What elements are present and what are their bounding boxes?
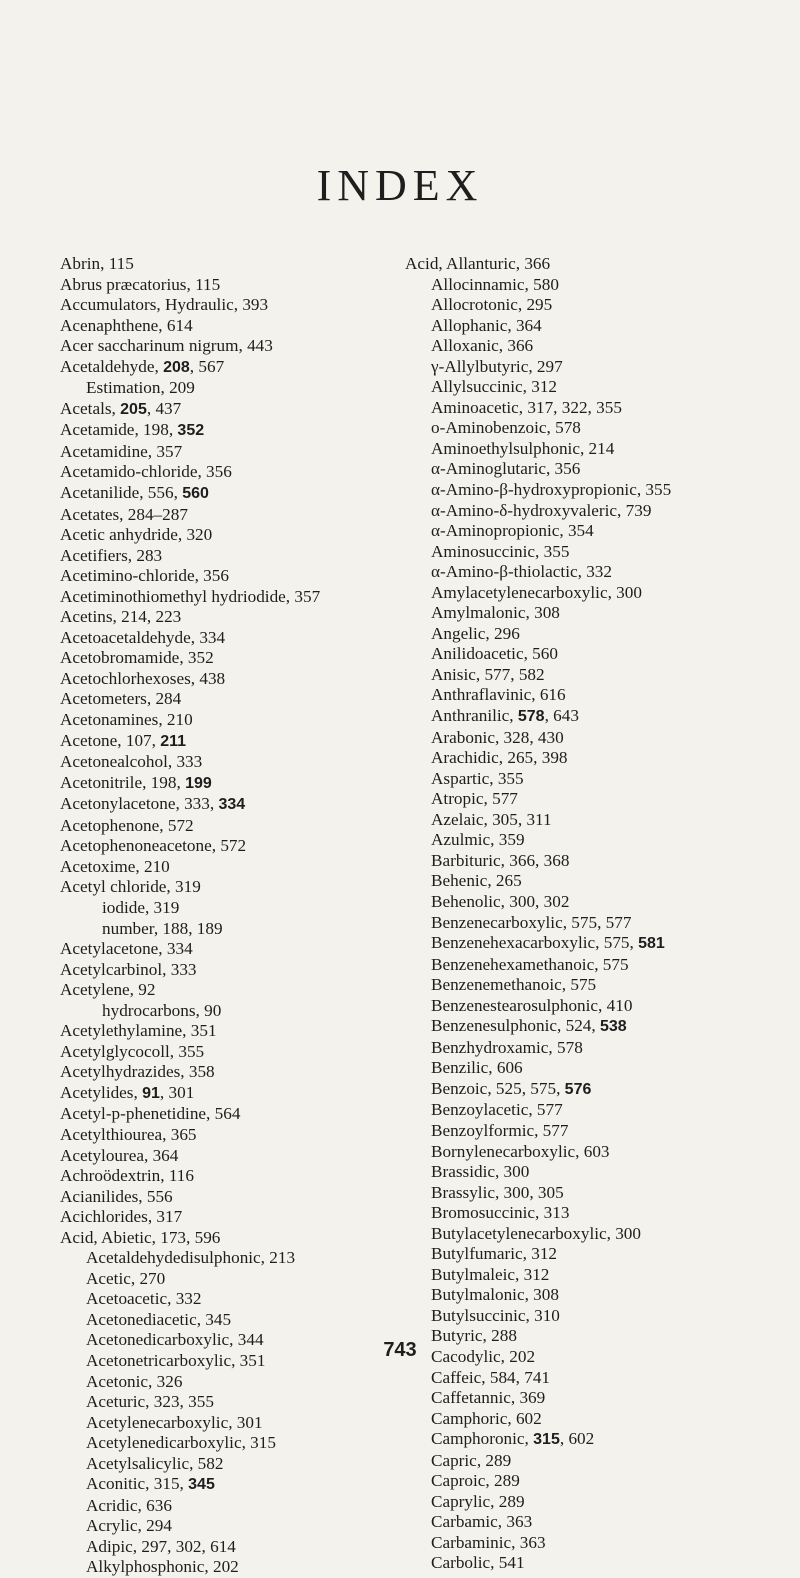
index-entry: [60, 378, 400, 399]
index-entry: [405, 892, 795, 913]
index-entry: [60, 1248, 400, 1269]
index-entry-text: Acetonamines, 210: [60, 710, 193, 730]
index-entry-text: Behenic, 265: [431, 871, 522, 891]
index-entry-bold-page: 352: [177, 422, 205, 440]
index-entry-text: Acetonic, 326: [86, 1371, 183, 1391]
index-entry: [405, 459, 795, 480]
index-entry: [405, 603, 795, 624]
index-entry: [405, 1512, 795, 1533]
index-entry-text: Acetonediacetic, 345: [86, 1309, 232, 1329]
index-entry-text: Benzenemethanoic, 575: [431, 975, 597, 995]
index-entry: [60, 1413, 400, 1434]
index-entry-text: Allophanic, 364: [431, 315, 542, 335]
index-entry-text: Anthraflavinic, 616: [431, 685, 566, 705]
index-entry-text: Alloxanic, 366: [431, 336, 534, 356]
index-entry: [60, 1104, 400, 1125]
index-entry: [60, 1228, 400, 1249]
index-entry-bold-page: 581: [638, 935, 665, 953]
index-entry: [405, 1183, 795, 1204]
index-entry-text: Anthranilic,: [431, 706, 518, 726]
index-entry-text: Acetonedicarboxylic, 344: [86, 1330, 264, 1350]
index-entry-text: Benzenehexacarboxylic, 575,: [431, 933, 639, 953]
index-entry-text: Bromosuccinic, 313: [431, 1203, 570, 1223]
index-entry-text: Butylsuccinic, 310: [431, 1305, 560, 1325]
index-entry: [405, 1079, 795, 1101]
index-entry-text: α-Amino-β-hydroxypropionic, 355: [431, 480, 672, 500]
index-entry: [405, 583, 795, 604]
index-entry: [405, 830, 795, 851]
index-entry-text: Arachidic, 265, 398: [431, 748, 568, 768]
index-entry: [60, 980, 400, 1001]
index-entry: [60, 546, 400, 567]
index-entry-text: Acetates, 284–287: [60, 504, 188, 524]
index-entry-bold-page: 199: [185, 774, 212, 792]
index-entry: [405, 1306, 795, 1327]
index-entry-text: Acrylic, 294: [86, 1516, 172, 1536]
index-entry-text: Acetoacetaldehyde, 334: [60, 627, 226, 647]
index-entry: [60, 877, 400, 898]
index-entry: [405, 1100, 795, 1121]
index-entry-text: Brassidic, 300: [431, 1162, 530, 1182]
index-entry-bold-page: 334: [218, 796, 246, 814]
index-entry-text: Caprylic, 289: [431, 1491, 525, 1511]
index-entry-text: Butyric, 288: [431, 1326, 517, 1346]
index-entry: [405, 1388, 795, 1409]
index-entry-text: γ-Allylbutyric, 297: [431, 356, 563, 376]
index-entry: [405, 316, 795, 337]
index-entry-text: Acetylene, 92: [60, 980, 156, 1000]
index-entry: [405, 789, 795, 810]
index-entry: [60, 483, 400, 505]
index-entry-text: Acetylenecarboxylic, 301: [86, 1412, 263, 1432]
index-entry-text: Acetophenone, 572: [60, 815, 194, 835]
index-entry: [405, 913, 795, 934]
index-entry-text: Benzilic, 606: [431, 1058, 523, 1078]
index-entry: [60, 898, 400, 919]
index-entry-text: Butylfumaric, 312: [431, 1244, 558, 1264]
index-entry-text: Acetylsalicylic, 582: [86, 1453, 224, 1473]
index-entry-text: Aspartic, 355: [431, 768, 524, 788]
index-entry-text: Allocrotonic, 295: [431, 295, 553, 315]
index-entry-text: Carbaminic, 363: [431, 1532, 546, 1552]
index-entry-text: Aceturic, 323, 355: [86, 1392, 214, 1412]
page-number: 743: [383, 1339, 417, 1361]
index-entry: [60, 1207, 400, 1228]
index-entry: [60, 1557, 400, 1578]
index-entry-bold-page: 576: [564, 1080, 592, 1098]
index-entry-text: α-Amino-δ-hydroxyvaleric, 739: [431, 500, 652, 520]
index-entry-text: Estimation, 209: [86, 378, 195, 398]
index-entry: [60, 1042, 400, 1063]
index-entry: [405, 685, 795, 706]
index-entry: [405, 1016, 795, 1038]
index-entry-text: Acetic anhydride, 320: [60, 525, 213, 545]
index-column-right: [405, 254, 795, 1574]
index-entry-text: Acetylourea, 364: [60, 1145, 179, 1165]
index-entry-text: Bornylenecarboxylic, 603: [431, 1141, 610, 1161]
index-entry: [60, 1001, 400, 1022]
index-entry-text: Acetylacetone, 334: [60, 939, 193, 959]
index-entry-text: Acetylides,: [60, 1082, 143, 1102]
index-entry: [60, 1062, 400, 1083]
index-entry-text: Benzenehexamethanoic, 575: [431, 954, 629, 974]
index-entry-text: Behenolic, 300, 302: [431, 891, 570, 911]
index-entry: [405, 480, 795, 501]
index-entry: [60, 731, 400, 753]
index-entry: [405, 975, 795, 996]
index-entry: [60, 505, 400, 526]
index-entry: [60, 648, 400, 669]
index-entry-text: Acetochlorhexoses, 438: [60, 668, 226, 688]
index-entry-text: Benzhydroxamic, 578: [431, 1037, 583, 1057]
index-entry-text: Acetonitrile, 198,: [60, 772, 186, 792]
index-entry-text: Acid, Abietic, 173, 596: [60, 1227, 221, 1247]
index-entry-text: Acenaphthene, 614: [60, 315, 193, 335]
index-entry-text: Brassylic, 300, 305: [431, 1182, 564, 1202]
index-entry: [60, 857, 400, 878]
index-entry: [60, 1392, 400, 1413]
index-entry: [405, 748, 795, 769]
index-entry: [405, 1121, 795, 1142]
index-entry-bold-page: 211: [160, 732, 187, 750]
index-entry-text: Benzoic, 525, 575,: [431, 1078, 565, 1098]
index-entry: [405, 1162, 795, 1183]
index-entry-text: Alkylphosphonic, 202: [86, 1557, 239, 1577]
index-entry: [60, 275, 400, 296]
index-entry-text: Aconitic, 315,: [86, 1474, 189, 1494]
index-entry-text: Acetamide, 198,: [60, 420, 178, 440]
index-entry: [405, 1553, 795, 1574]
index-entry: [405, 1038, 795, 1059]
index-entry-text: , 643: [544, 706, 579, 726]
index-entry-text: Acetylglycocoll, 355: [60, 1041, 205, 1061]
index-entry-bold-page: 560: [182, 485, 209, 503]
index-entry: [405, 1142, 795, 1163]
index-entry: [405, 295, 795, 316]
index-entry-text: Anisic, 577, 582: [431, 664, 545, 684]
index-entry: [60, 1454, 400, 1475]
index-entry-text: Butylmaleic, 312: [431, 1264, 550, 1284]
index-entry: [405, 398, 795, 419]
index-entry-bold-page: 91: [142, 1084, 160, 1102]
index-entry-text: Camphoronic,: [431, 1429, 534, 1449]
index-entry-text: Caffeic, 584, 741: [431, 1367, 551, 1387]
index-entry: [60, 336, 400, 357]
index-entry-text: Acetophenoneacetone, 572: [60, 836, 247, 856]
index-entry-text: Acetylhydrazides, 358: [60, 1062, 215, 1082]
index-entry-bold-page: 315: [533, 1431, 560, 1449]
index-entry-text: , 567: [189, 356, 225, 376]
index-entry: [405, 501, 795, 522]
index-entry: [60, 254, 400, 275]
index-entry-text: Abrus præcatorius, 115: [60, 274, 221, 294]
index-entry-text: Acetonealcohol, 333: [60, 752, 203, 772]
index-entry: [60, 566, 400, 587]
index-entry: [60, 1537, 400, 1558]
index-entry-text: Azulmic, 359: [431, 830, 525, 850]
index-entry-text: Benzoylformic, 577: [431, 1120, 569, 1140]
index-entry: [60, 689, 400, 710]
index-entry-text: Achroödextrin, 116: [60, 1166, 194, 1186]
page-title: INDEX: [316, 161, 484, 210]
index-entry: [60, 420, 400, 442]
index-entry-text: Acetifiers, 283: [60, 545, 163, 565]
index-entry: [405, 1368, 795, 1389]
index-entry-text: Camphoric, 602: [431, 1408, 542, 1428]
index-entry-text: Acridic, 636: [86, 1495, 172, 1515]
index-entry: [405, 1224, 795, 1245]
index-entry: [405, 644, 795, 665]
index-entry: [405, 1451, 795, 1472]
index-entry-text: Acetylethylamine, 351: [60, 1021, 217, 1041]
index-entry: [60, 628, 400, 649]
index-entry: [60, 462, 400, 483]
index-entry-text: Acetaldehyde,: [60, 356, 164, 376]
index-entry-text: o-Aminobenzoic, 578: [431, 418, 581, 438]
index-entry: [60, 1372, 400, 1393]
index-entry: [405, 1058, 795, 1079]
index-entry-text: Abrin, 115: [60, 254, 134, 273]
index-entry: [60, 1269, 400, 1290]
index-entry-text: Caproic, 289: [431, 1471, 520, 1491]
index-entry-text: Acetic, 270: [86, 1268, 166, 1288]
index-entry-text: α-Aminopropionic, 354: [431, 521, 594, 541]
index-entry-text: Acetone, 107,: [60, 730, 161, 750]
index-entry: [405, 933, 795, 955]
index-entry: [60, 773, 400, 795]
index-entry: [60, 710, 400, 731]
index-entry-text: Acetals,: [60, 398, 121, 418]
index-entry-text: iodide, 319: [102, 897, 180, 917]
index-entry: [60, 1166, 400, 1187]
index-entry: [405, 521, 795, 542]
index-entry: [405, 996, 795, 1017]
index-entry: [405, 1492, 795, 1513]
index-entry: [405, 1409, 795, 1430]
index-entry-text: number, 188, 189: [102, 918, 223, 938]
index-entry: [405, 439, 795, 460]
index-entry: [60, 1187, 400, 1208]
index-entry-text: Allylsuccinic, 312: [431, 377, 558, 397]
index-entry: [405, 336, 795, 357]
index-entry-text: Acetobromamide, 352: [60, 648, 214, 668]
index-entry-text: Acetaldehydedisulphonic, 213: [86, 1248, 296, 1268]
index-entry: [405, 377, 795, 398]
index-entry-text: Acetamidine, 357: [60, 441, 183, 461]
index-entry: [60, 1125, 400, 1146]
index-column-left: [60, 254, 400, 1578]
index-entry: [405, 728, 795, 749]
index-entry-text: α-Aminoglutaric, 356: [431, 459, 581, 479]
index-entry-bold-page: 345: [188, 1476, 215, 1494]
index-entry-text: , 301: [159, 1082, 195, 1102]
index-entry-text: Benzenesulphonic, 524,: [431, 1016, 600, 1036]
index-entry-text: Acianilides, 556: [60, 1186, 173, 1206]
index-entry-text: Acetonetricarboxylic, 351: [86, 1350, 266, 1370]
index-entry: [405, 769, 795, 790]
index-entry-text: Aminosuccinic, 355: [431, 541, 570, 561]
index-entry: [60, 607, 400, 628]
index-entry: [405, 665, 795, 686]
index-entry-text: Acetylenedicarboxylic, 315: [86, 1433, 276, 1453]
index-entry-text: Azelaic, 305, 311: [431, 809, 552, 829]
index-entry: [60, 1146, 400, 1167]
index-entry-text: Barbituric, 366, 368: [431, 850, 570, 870]
index-entry: [405, 1203, 795, 1224]
index-entry: [405, 1471, 795, 1492]
index-entry-text: Amylmalonic, 308: [431, 603, 560, 623]
index-entry-text: Acetyl-p-phenetidine, 564: [60, 1104, 241, 1124]
index-entry-text: Acetoacetic, 332: [86, 1289, 202, 1309]
index-entry-text: Acetimino-chloride, 356: [60, 566, 229, 586]
index-entry: [405, 706, 795, 728]
index-entry: [405, 624, 795, 645]
index-entry-text: Allocinnamic, 580: [431, 274, 559, 294]
index-entry: [405, 810, 795, 831]
index-entry: [405, 542, 795, 563]
index-entry-text: Amylacetylenecarboxylic, 300: [431, 582, 642, 602]
index-entry: [405, 1533, 795, 1554]
index-entry-text: Carbolic, 541: [431, 1553, 525, 1573]
index-entry-text: Aminoacetic, 317, 322, 355: [431, 397, 622, 417]
index-entry-text: Butylmalonic, 308: [431, 1285, 559, 1305]
index-entry-text: Benzoylacetic, 577: [431, 1100, 563, 1120]
index-entry-text: Acetylthiourea, 365: [60, 1124, 197, 1144]
index-entry: [60, 587, 400, 608]
index-entry-text: Angelic, 296: [431, 623, 520, 643]
index-entry: [405, 357, 795, 378]
index-entry: [60, 960, 400, 981]
index-entry: [405, 1429, 795, 1451]
index-entry-text: Aminoethylsulphonic, 214: [431, 438, 615, 458]
index-entry: [60, 1021, 400, 1042]
index-entry-text: , 602: [559, 1429, 595, 1449]
index-entry-text: Benzenestearosulphonic, 410: [431, 995, 633, 1015]
index-entry: [60, 939, 400, 960]
index-entry-text: Atropic, 577: [431, 789, 518, 809]
index-entry: [405, 275, 795, 296]
index-entry: [405, 955, 795, 976]
index-entry-text: Acetamido-chloride, 356: [60, 462, 232, 482]
index-entry: [60, 919, 400, 940]
index-entry: [60, 752, 400, 773]
index-entry: [405, 1244, 795, 1265]
index-entry-bold-page: 205: [120, 400, 147, 418]
index-entry-text: Acer saccharinum nigrum, 443: [60, 336, 273, 356]
index-entry: [60, 1289, 400, 1310]
index-entry: [405, 851, 795, 872]
index-entry-text: Cacodylic, 202: [431, 1346, 536, 1366]
index-entry-text: Acetiminothiomethyl hydriodide, 357: [60, 586, 321, 606]
index-entry: [60, 1496, 400, 1517]
index-entry: [60, 525, 400, 546]
index-entry: [405, 1265, 795, 1286]
index-entry: [60, 357, 400, 379]
index-entry-text: Benzenecarboxylic, 575, 577: [431, 912, 632, 932]
index-entry-text: Acetins, 214, 223: [60, 607, 182, 627]
index-entry: [60, 1083, 400, 1105]
index-entry-bold-page: 208: [163, 358, 190, 376]
index-entry: [405, 562, 795, 583]
index-entry-text: Caffetannic, 369: [431, 1388, 546, 1408]
index-entry-text: Acetonylacetone, 333,: [60, 794, 219, 814]
index-entry: [405, 418, 795, 439]
index-entry: [60, 1516, 400, 1537]
index-entry-text: Carbamic, 363: [431, 1512, 533, 1532]
index-entry: [60, 399, 400, 421]
index-entry: [405, 254, 795, 275]
index-entry-text: Accumulators, Hydraulic, 393: [60, 295, 269, 315]
index-entry-text: Acetyl chloride, 319: [60, 877, 201, 897]
index-entry: [405, 871, 795, 892]
index-entry: [60, 1433, 400, 1454]
index-entry-text: Acid, Allanturic, 366: [405, 254, 551, 273]
index-entry: [60, 669, 400, 690]
index-entry-text: hydrocarbons, 90: [102, 1000, 222, 1020]
index-entry-bold-page: 578: [517, 708, 545, 726]
index-entry: [60, 295, 400, 316]
index-entry: [60, 836, 400, 857]
index-entry-text: Acetanilide, 556,: [60, 483, 183, 503]
index-entry-text: Butylacetylenecarboxylic, 300: [431, 1223, 641, 1243]
index-entry-text: Acichlorides, 317: [60, 1207, 183, 1227]
index-entry-bold-page: 538: [599, 1018, 627, 1036]
index-entry: [60, 794, 400, 816]
index-entry: [60, 1310, 400, 1331]
index-entry-text: α-Amino-β-thiolactic, 332: [431, 562, 612, 582]
index-entry: [60, 316, 400, 337]
index-entry-text: Anilidoacetic, 560: [431, 644, 558, 664]
index-entry-text: Acetylcarbinol, 333: [60, 959, 197, 979]
index-entry: [405, 1285, 795, 1306]
index-entry-text: Capric, 289: [431, 1450, 512, 1470]
index-entry: [60, 442, 400, 463]
index-entry-text: Arabonic, 328, 430: [431, 727, 564, 747]
index-entry-text: Acetometers, 284: [60, 689, 182, 709]
index-entry-text: Acetoxime, 210: [60, 856, 170, 876]
index-entry-text: , 437: [146, 398, 182, 418]
index-entry: [60, 1474, 400, 1496]
index-entry-text: Adipic, 297, 302, 614: [86, 1536, 236, 1556]
index-entry: [60, 816, 400, 837]
